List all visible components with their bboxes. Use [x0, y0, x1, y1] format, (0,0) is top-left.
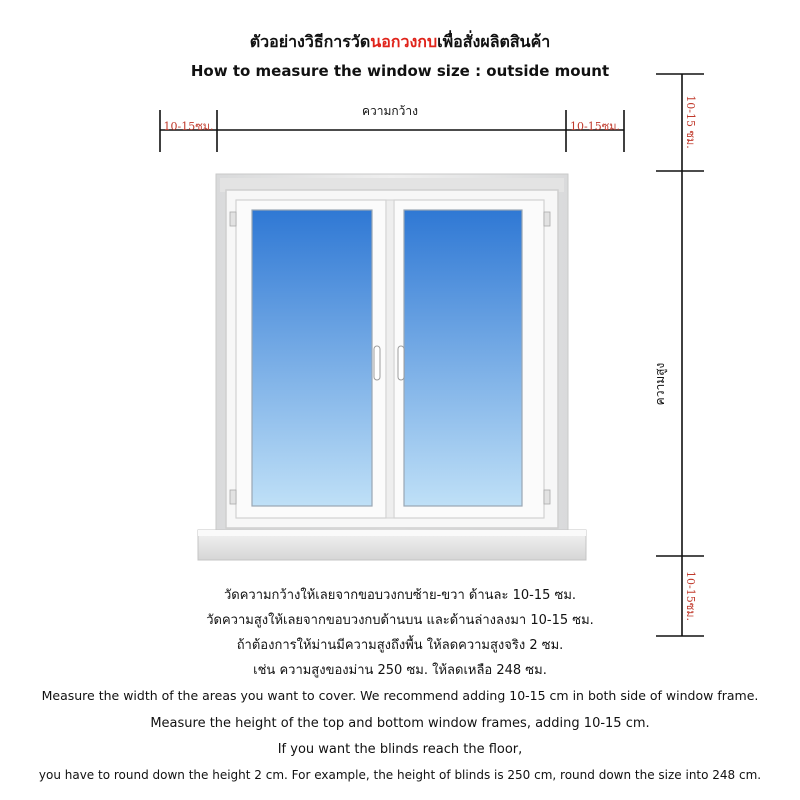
left-glass-pane: [252, 210, 372, 506]
width-margin-left-label: 10-15ซม.: [163, 120, 214, 133]
height-label: ความสูง: [653, 362, 667, 406]
instruction-en-2: Measure the height of the top and bottom window frames, adding 10-15 cm.: [150, 716, 650, 731]
height-margin-bottom-label: 10-15ซม.: [684, 571, 697, 621]
title-thai-highlight: นอกวงกบ: [370, 32, 438, 51]
instruction-th-4: เช่น ความสูงของม่าน 250 ซม. ให้ลดเหลือ 248 ซม.: [253, 663, 547, 678]
title-thai-prefix: ตัวอย่างวิธีการวัด: [249, 32, 371, 51]
instruction-en-3: If you want the blinds reach the floor,: [277, 742, 523, 757]
window-illustration: [190, 168, 610, 568]
instruction-th-2: วัดความสูงให้เลยจากขอบวงกบด้านบน และด้านล่างลงมา 10-15 ซม.: [206, 613, 594, 628]
width-margin-right-label: 10-15ซม.: [570, 120, 620, 133]
instruction-en-4: you have to round down the height 2 cm. For example, the height of blinds is 250 cm, round down the size into 248 cm.: [38, 768, 762, 782]
instruction-th-1: วัดความกว้างให้เลยจากขอบวงกบซ้าย-ขวา ด้านละ 10-15 ซม.: [223, 588, 577, 603]
title-english: How to measure the window size : outside mount: [190, 62, 610, 80]
right-glass-pane: [404, 210, 522, 506]
height-margin-top-label: 10-15 ซม.: [684, 95, 697, 149]
width-label: ความกว้าง: [361, 104, 418, 118]
instruction-en-1: Measure the width of the areas you want to cover. We recommend adding 10-15 cm in both side of window frame.: [41, 688, 759, 703]
title-thai-suffix: เพื่อสั่งผลิตสินค้า: [437, 32, 551, 51]
instruction-th-3: ถ้าต้องการให้ม่านมีความสูงถึงพื้น ให้ลดความสูงจริง 2 ซม.: [236, 638, 564, 653]
